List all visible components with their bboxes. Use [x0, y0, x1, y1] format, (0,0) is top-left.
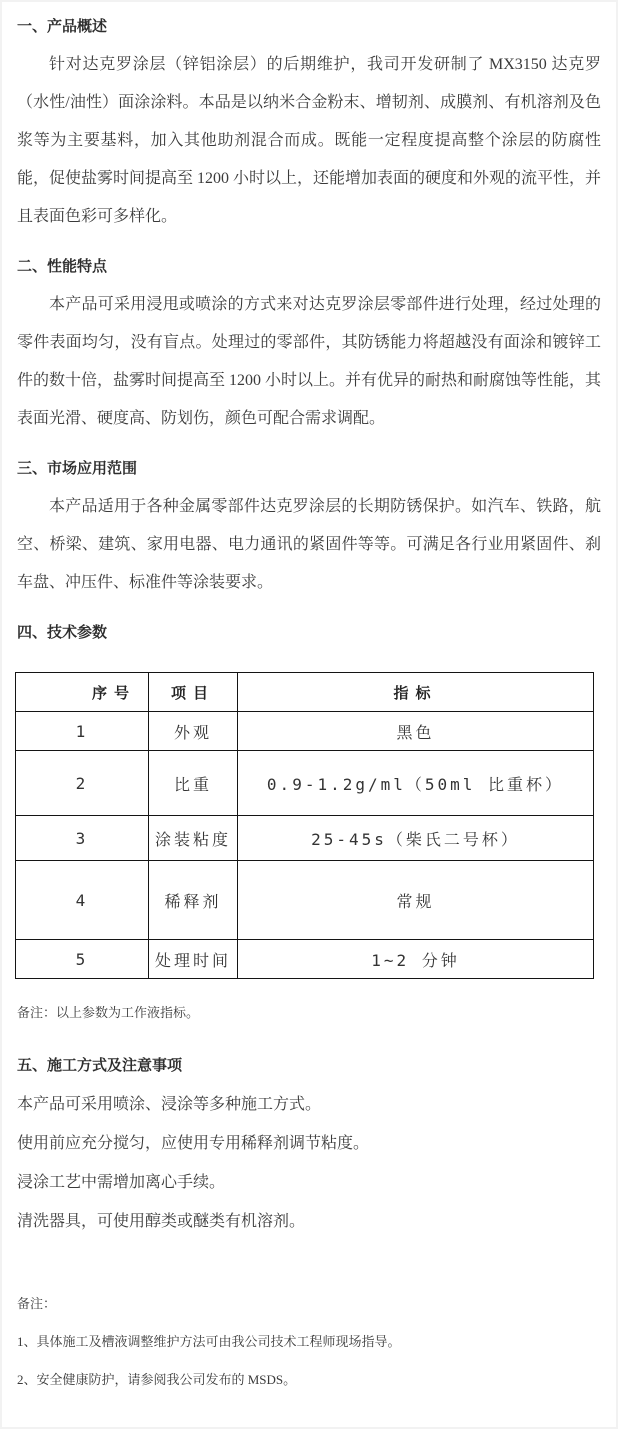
construction-line: 本产品可采用喷涂、浸涂等多种施工方式。: [17, 1096, 322, 1113]
construction-line: 使用前应充分搅匀，应使用专用稀释剂调节粘度。: [17, 1135, 370, 1152]
table-cell-indicator: 常规: [238, 861, 594, 940]
table-row: [16, 712, 594, 751]
section-2-heading: 二、性能特点: [17, 258, 108, 275]
table-cell-item: 稀释剂: [149, 861, 238, 940]
table-header-item: 项目: [149, 673, 238, 712]
section-5-heading: 五、施工方式及注意事项: [17, 1057, 183, 1074]
table-note: 备注：以上参数为工作液指标。: [17, 1005, 200, 1020]
section-3-paragraph: 本产品适用于各种金属零部件达克罗涂层的长期防锈保护。如汽车、铁路，航空、桥梁、建筑、家用电器、电力通讯的紧固件等等。可满足各行业用紧固件、刹车盘、冲压件、标准件等涂装要求。: [17, 498, 601, 591]
table-header-indicator: 指标: [238, 673, 594, 712]
section-1-paragraph: 针对达克罗涂层（锌铝涂层）的后期维护，我司开发研制了 MX3150 达克罗（水性/油性）面涂涂料。本品是以纳米合金粉末、增韧剂、成膜剂、有机溶剂及色浆等为主要基料，加入其他助剂混合而成。既能一定程度提高整个涂层的防腐性能，促使盐雾时间提高至 1200 小时以上，还能增加表面的硬度和外观的流平性，并且表面色彩可多样化。: [17, 56, 602, 225]
table-cell-index: 4: [16, 861, 149, 940]
footer-notes: [17, 1285, 601, 1399]
table-cell-item: 外观: [149, 712, 238, 751]
footer-note-item: 1、具体施工及槽液调整维护方法可由我公司技术工程师现场指导。: [17, 1334, 401, 1349]
table-cell-indicator: 0.9-1.2g/ml（50ml 比重杯）: [238, 751, 594, 816]
table-cell-indicator: 黑色: [238, 712, 594, 751]
table-cell-indicator: 1~2 分钟: [238, 940, 594, 979]
table-header-index: 序号: [16, 673, 149, 712]
table-cell-item: 处理时间: [149, 940, 238, 979]
table-cell-item: 比重: [149, 751, 238, 816]
footer-notes-label: 备注：: [17, 1296, 57, 1311]
table-cell-index: 1: [16, 712, 149, 751]
table-cell-index: 5: [16, 940, 149, 979]
table-row: [16, 751, 594, 816]
table-cell-item: 涂装粘度: [149, 816, 238, 861]
table-cell-indicator: 25-45s（柴氏二号杯）: [238, 816, 594, 861]
section-1-heading: 一、产品概述: [17, 18, 108, 35]
construction-line: 清洗器具，可使用醇类或醚类有机溶剂。: [17, 1213, 306, 1230]
table-row: [16, 861, 594, 940]
table-row: [16, 940, 594, 979]
table-cell-index: 3: [16, 816, 149, 861]
table-header-row: [16, 673, 594, 712]
section-4-heading: 四、技术参数: [17, 624, 108, 641]
table-cell-index: 2: [16, 751, 149, 816]
section-3-heading: 三、市场应用范围: [17, 460, 138, 477]
footer-note-item: 2、安全健康防护，请参阅我公司发布的 MSDS。: [17, 1372, 297, 1387]
technical-parameters-table: [15, 672, 594, 979]
construction-line: 浸涂工艺中需增加离心手续。: [17, 1174, 226, 1191]
section-2-paragraph: 本产品可采用浸甩或喷涂的方式来对达克罗涂层零部件进行处理，经过处理的零件表面均匀，没有盲点。处理过的零部件，其防锈能力将超越没有面涂和镀锌工件的数十倍，盐雾时间提高至 1200 小时以上。并有优异的耐热和耐腐蚀等性能，其表面光滑、硬度高、防划伤，颜色可配合需求调配。: [17, 296, 602, 427]
table-row: [16, 816, 594, 861]
